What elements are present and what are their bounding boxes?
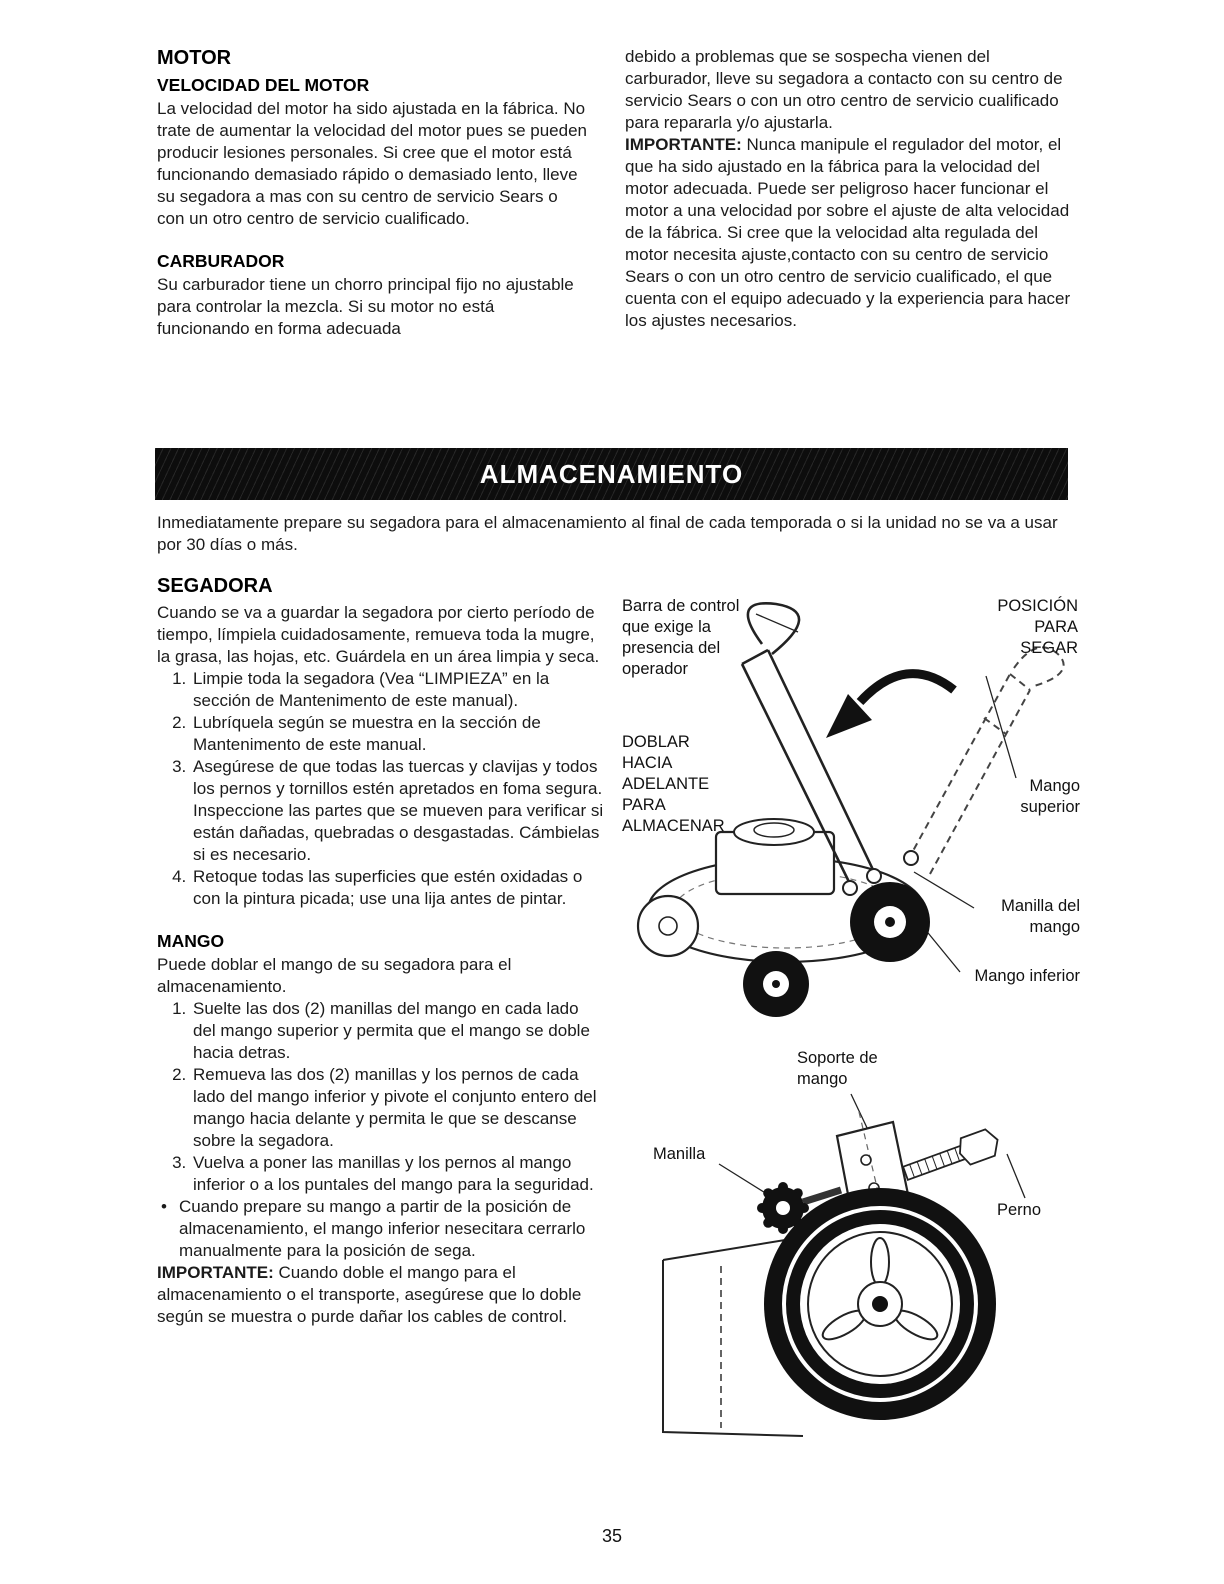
bolt bbox=[901, 1127, 1003, 1187]
mango-heading: MANGO bbox=[157, 931, 225, 951]
mango-step: 2. Remueva las dos (2) manillas y los pernos de cada lado del mango inferior y pivote el conjunto entero del mango hacia delante y permita le que se descanse sobre la segadora. bbox=[191, 1064, 605, 1152]
importante-label: IMPORTANTE: bbox=[157, 1263, 274, 1282]
motor-section-continued bbox=[625, 46, 1075, 332]
mango-bullet-note: • Cuando prepare su mango a partir de la posición de almacenamiento, el mango inferior nesecitara cerrarlo manualmente para la posición de sega. bbox=[157, 1196, 605, 1262]
handle-bracket-diagram bbox=[645, 1040, 1095, 1480]
storage-intro-paragraph: Inmediatamente prepare su segadora para el almacenamiento al final de cada temporada o si la unidad no se va a usar por 30 días o más. bbox=[157, 513, 1058, 554]
label-mango-inferior: Mango inferior bbox=[974, 967, 1080, 985]
mango-step: 3. Vuelva a poner las manillas y los pernos al mango inferior o a los puntales del mango para la seguridad. bbox=[191, 1152, 605, 1196]
motor-section bbox=[157, 46, 589, 340]
label-mango-superior: Mango superior bbox=[1020, 777, 1080, 816]
fold-arrow-icon bbox=[860, 674, 954, 702]
handle-knob bbox=[843, 881, 857, 895]
segadora-paragraph: Cuando se va a guardar la segadora por cierto período de tiempo, límpiela cuidadosamente, remueva toda la mugre, la grasa, las hojas, etc. Guárdela en un área limpia y seca. bbox=[157, 603, 600, 666]
section-banner-almacenamiento bbox=[155, 448, 1068, 500]
mower-storage-diagram bbox=[618, 592, 1080, 1032]
label-soporte-de-mango: Soporte de mango bbox=[797, 1049, 878, 1088]
label-barra-de-control: Barra de control que exige la presencia del operador bbox=[622, 597, 740, 678]
segadora-heading: SEGADORA bbox=[157, 575, 273, 597]
velocidad-heading: VELOCIDAD DEL MOTOR bbox=[157, 75, 370, 95]
segadora-step: 2. Lubríquela según se muestra en la sección de Mantenimento de este manual. bbox=[191, 712, 605, 756]
handle-knob bbox=[904, 851, 918, 865]
label-perno: Perno bbox=[997, 1201, 1042, 1219]
importante-motor-paragraph: IMPORTANTE: Nunca manipule el regulador del motor, el que ha sido ajustado en la fábrica para la velocidad del motor adecuada. Puede ser peligroso hacer funcionar el motor a una velocidad por sobre el ajuste de alta velocidad de la fábrica. Si cree que la velocidad alta regulada del motor necesita ajuste,contacto con su centro de servicio Sears o con un otro centro de servicio cualificado, el que cuenta con el equipo adecuado y la experiencia para hacer los ajustes necesarios. bbox=[625, 135, 1071, 330]
carburador-heading: CARBURADOR bbox=[157, 251, 285, 271]
handle-knob bbox=[867, 869, 881, 883]
segadora-step: 3. Asegúrese de que todas las tuercas y clavijas y todos los pernos y tornillos estén apretados en foma segura. Inspeccione las partes que se mueven para verificar si están dañadas, quebradas o desgastadas. Cámbielas si es necesario. bbox=[191, 756, 605, 866]
importante-label: IMPORTANTE: bbox=[625, 135, 742, 154]
carburador-continued-paragraph: debido a problemas que se sospecha vienen del carburador, lleve su segadora a contacto con su centro de servicio Sears o con un otro centro de servicio cualificado para repararla y/o ajustarla. bbox=[625, 47, 1063, 132]
motor-heading: MOTOR bbox=[157, 47, 232, 69]
segadora-steps bbox=[157, 668, 605, 910]
banner-title: ALMACENAMIENTO bbox=[479, 458, 744, 489]
segadora-step: 1. Limpie toda la segadora (Vea “LIMPIEZA” en la sección de Mantenimento de este manual). bbox=[191, 668, 605, 712]
mango-steps bbox=[157, 998, 605, 1196]
importante-mango-paragraph: IMPORTANTE: Cuando doble el mango para el almacenamiento o el transporte, asegúrese que lo doble según se muestra o purde dañar los cables de control. bbox=[157, 1263, 582, 1326]
segadora-step: 4. Retoque todas las superficies que estén oxidadas o con la pintura picada; use una lija antes de pintar. bbox=[191, 866, 605, 910]
label-posicion-para-segar: POSICIÓN PARA SEGAR bbox=[997, 597, 1078, 657]
wheel-detail-illustration bbox=[645, 1040, 1095, 1480]
velocidad-paragraph: La velocidad del motor ha sido ajustada en la fábrica. No trate de aumentar la velocidad del motor pues se pueden producir lesiones personales. Si cree que el motor está funcionando demasiado rápido o demasiado lento, lleve su segadora a mas con su centro de servicio Sears o con un otro centro de servicio cualificado. bbox=[157, 99, 587, 228]
page-number: 35 bbox=[601, 1526, 623, 1546]
storage-left-column bbox=[157, 574, 605, 1328]
label-manilla: Manilla bbox=[653, 1145, 706, 1163]
mango-step: 1. Suelte las dos (2) manillas del mango en cada lado del mango superior y permita que el mango se doble hacia detras. bbox=[191, 998, 605, 1064]
mango-paragraph: Puede doblar el mango de su segadora para el almacenamiento. bbox=[157, 955, 512, 996]
carburador-paragraph: Su carburador tiene un chorro principal fijo no ajustable para controlar la mezcla. Si su motor no está funcionando en forma adecuada bbox=[157, 275, 574, 338]
label-manilla-del-mango: Manilla del mango bbox=[1001, 897, 1080, 936]
label-doblar-hacia-adelante: DOBLAR HACIA ADELANTE PARA ALMACENAR bbox=[622, 733, 725, 835]
